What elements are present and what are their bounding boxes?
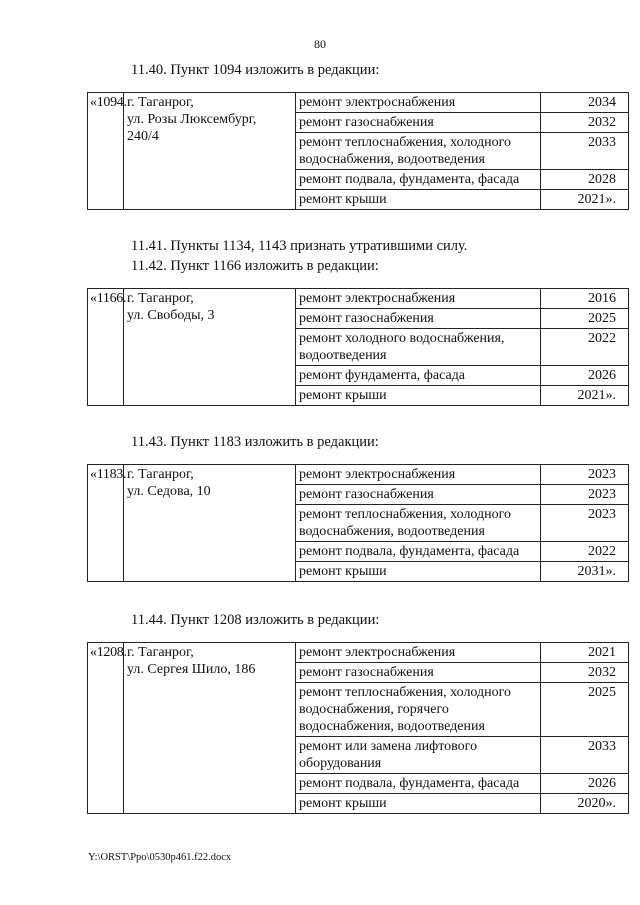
work-type: ремонт или замена лифтового оборудования xyxy=(296,737,541,774)
item-number: «1208. xyxy=(88,643,124,814)
address-line: г. Таганрог, xyxy=(127,95,194,110)
work-type: ремонт теплоснабжения, холодного водоснабжения, водоотведения xyxy=(296,133,541,170)
work-type: ремонт крыши xyxy=(296,386,541,406)
work-type: ремонт теплоснабжения, холодного водоснабжения, водоотведения xyxy=(296,505,541,542)
work-type: ремонт подвала, фундамента, фасада xyxy=(296,774,541,794)
item-address xyxy=(124,643,296,814)
item-address xyxy=(124,465,296,582)
work-year: 2021». xyxy=(541,386,629,406)
section-heading: 11.41. Пункты 1134, 1143 признать утратившими силу. xyxy=(131,238,468,254)
work-year: 2022 xyxy=(541,329,629,366)
section-heading: 11.43. Пункт 1183 изложить в редакции: xyxy=(131,434,379,450)
work-year: 2026 xyxy=(541,366,629,386)
item-number: «1094. xyxy=(88,93,124,210)
work-year: 2021». xyxy=(541,190,629,210)
work-type: ремонт газоснабжения xyxy=(296,663,541,683)
work-year: 2031». xyxy=(541,562,629,582)
work-year: 2021 xyxy=(541,643,629,663)
work-year: 2023 xyxy=(541,485,629,505)
work-type: ремонт электроснабжения xyxy=(296,289,541,309)
work-year: 2032 xyxy=(541,663,629,683)
page-number: 80 xyxy=(314,37,326,51)
amendment-table xyxy=(87,464,629,582)
work-type: ремонт холодного водоснабжения, водоотведения xyxy=(296,329,541,366)
work-type: ремонт электроснабжения xyxy=(296,465,541,485)
work-year: 2028 xyxy=(541,170,629,190)
work-year: 2026 xyxy=(541,774,629,794)
address-line: ул. Сергея Шило, 186 xyxy=(127,662,256,677)
work-year: 2022 xyxy=(541,542,629,562)
address-line: ул. Свободы, 3 xyxy=(127,308,215,323)
item-number: «1183. xyxy=(88,465,124,582)
work-year: 2033 xyxy=(541,133,629,170)
work-year: 2025 xyxy=(541,309,629,329)
work-type: ремонт фундамента, фасада xyxy=(296,366,541,386)
address-line: 240/4 xyxy=(127,129,159,144)
address-line: ул. Розы Люксембург, xyxy=(127,112,257,127)
work-type: ремонт газоснабжения xyxy=(296,309,541,329)
work-year: 2034 xyxy=(541,93,629,113)
work-year: 2023 xyxy=(541,465,629,485)
item-address xyxy=(124,93,296,210)
work-year: 2020». xyxy=(541,794,629,814)
amendment-table xyxy=(87,642,629,814)
work-year: 2016 xyxy=(541,289,629,309)
address-line: г. Таганрог, xyxy=(127,291,194,306)
work-type: ремонт электроснабжения xyxy=(296,93,541,113)
work-type: ремонт крыши xyxy=(296,190,541,210)
work-type: ремонт крыши xyxy=(296,562,541,582)
work-year: 2033 xyxy=(541,737,629,774)
section-heading: 11.42. Пункт 1166 изложить в редакции: xyxy=(131,258,379,274)
work-year: 2023 xyxy=(541,505,629,542)
work-type: ремонт подвала, фундамента, фасада xyxy=(296,542,541,562)
item-address xyxy=(124,289,296,406)
work-type: ремонт газоснабжения xyxy=(296,485,541,505)
work-year: 2032 xyxy=(541,113,629,133)
work-type: ремонт газоснабжения xyxy=(296,113,541,133)
section-heading: 11.40. Пункт 1094 изложить в редакции: xyxy=(131,62,380,78)
address-line: ул. Седова, 10 xyxy=(127,484,211,499)
item-number: «1166. xyxy=(88,289,124,406)
work-year: 2025 xyxy=(541,683,629,737)
work-type: ремонт подвала, фундамента, фасада xyxy=(296,170,541,190)
address-line: г. Таганрог, xyxy=(127,467,194,482)
amendment-table xyxy=(87,92,629,210)
section-heading: 11.44. Пункт 1208 изложить в редакции: xyxy=(131,612,380,628)
work-type: ремонт крыши xyxy=(296,794,541,814)
file-path-footer: Y:\ORST\Ppo\0530p461.f22.docx xyxy=(88,852,232,863)
amendment-table xyxy=(87,288,629,406)
address-line: г. Таганрог, xyxy=(127,645,194,660)
work-type: ремонт теплоснабжения, холодного водоснабжения, горячего водоснабжения, водоотведения xyxy=(296,683,541,737)
work-type: ремонт электроснабжения xyxy=(296,643,541,663)
